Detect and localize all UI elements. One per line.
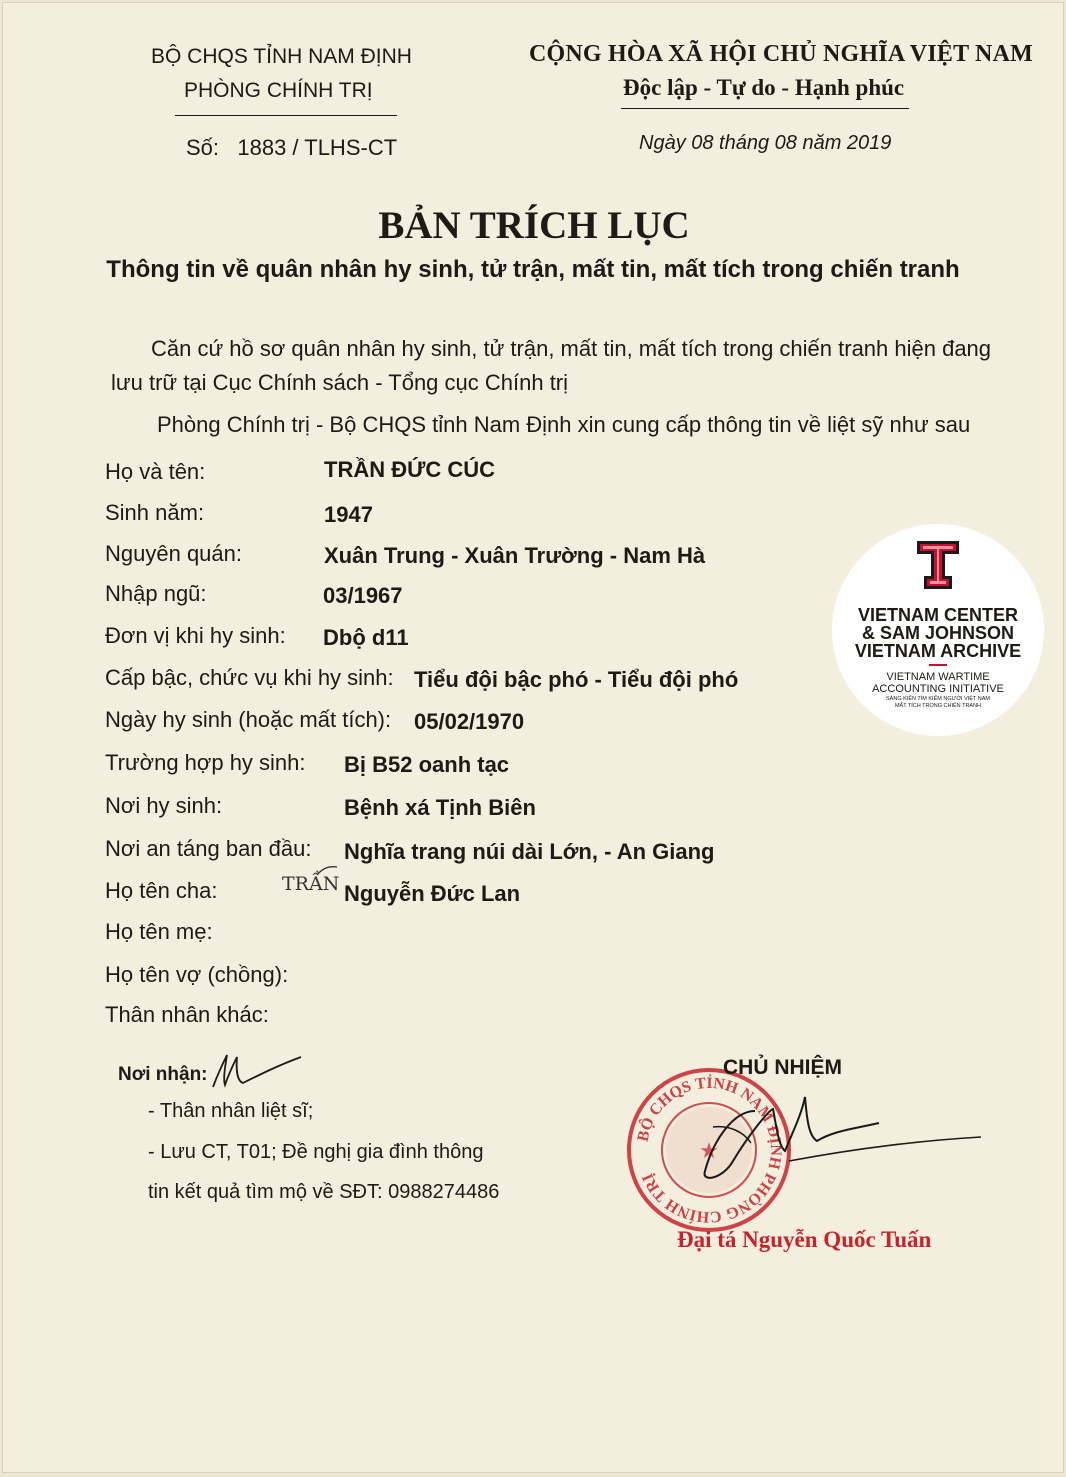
document-date: Ngày 08 tháng 08 năm 2019 [639,132,892,154]
field-label-spouse: Họ tên vợ (chồng): [105,962,289,987]
seal-text: BỘ CHQS TỈNH NAM ĐỊNH PHÒNG CHÍNH TRỊ [634,1074,785,1226]
field-value-death-date: 05/02/1970 [414,709,525,734]
field-label-other-relatives: Thân nhân khác: [105,1002,269,1027]
field-value-enlisted: 03/1967 [323,583,403,608]
badge-line7: MẤT TÍCH TRONG CHIẾN TRANH [894,703,982,709]
badge-line5: ACCOUNTING INITIATIVE [872,683,1004,695]
org-name-line2: PHÒNG CHÍNH TRỊ [184,79,373,102]
field-value-father: Nguyễn Đức Lan [344,881,521,906]
recipients-title: Nơi nhận: [118,1064,208,1085]
field-label-burial-place: Nơi an táng ban đầu: [105,836,312,861]
handwritten-caret-icon [315,863,339,877]
field-value-unit: Dbộ d11 [323,625,409,650]
field-value-place-of-death: Bệnh xá Tịnh Biên [344,795,536,820]
field-label-name: Họ và tên: [105,459,206,484]
field-value-birth-year: 1947 [324,502,373,527]
badge-line2: & SAM JOHNSON [861,623,1014,643]
svg-text:★: ★ [699,1139,719,1164]
field-value-hometown: Xuân Trung - Xuân Trường - Nam Hà [324,543,706,568]
field-label-hometown: Nguyên quán: [105,541,242,566]
signatory-position: CHỦ NHIỆM [723,1056,842,1079]
field-label-place-of-death: Nơi hy sinh: [105,793,223,818]
recipient-line2: - Lưu CT, T01; Đề nghị gia đình thông [148,1141,484,1163]
badge-line3: VIETNAM ARCHIVE [854,641,1022,661]
field-label-father: Họ tên cha: [105,878,218,903]
intro-line1: Căn cứ hồ sơ quân nhân hy sinh, tử trận, mất tin, mất tích trong chiến tranh hiện đang [151,336,992,361]
badge-divider [929,664,947,666]
badge-line1: VIETNAM CENTER [857,605,1018,625]
badge-line4: VIETNAM WARTIME [886,671,990,683]
field-value-name: TRẦN ĐỨC CÚC [324,457,496,482]
handwritten-signature-icon [693,1091,983,1186]
field-label-enlisted: Nhập ngũ: [105,581,207,606]
republic-title: CỘNG HÒA XÃ HỘI CHỦ NGHĨA VIỆT NAM [529,41,1033,67]
recipient-line1: - Thân nhân liệt sĩ; [148,1100,314,1122]
org-name-line1: BỘ CHQS TỈNH NAM ĐỊNH [151,45,412,68]
archive-badge [832,524,1044,736]
national-motto: Độc lập - Tự do - Hạnh phúc [623,75,905,100]
signatory-name: Đại tá Nguyễn Quốc Tuấn [677,1227,932,1252]
field-value-rank: Tiểu đội bậc phó - Tiểu đội phó [414,667,739,692]
document-subtitle: Thông tin về quân nhân hy sinh, tử trận, mất tin, mất tích trong chiến tranh [106,256,960,283]
document-number [186,135,397,161]
double-t-logo-icon [916,540,960,590]
recipient-line3: tin kết quả tìm mộ về SĐT: 0988274486 [148,1181,500,1203]
field-label-death-date: Ngày hy sinh (hoặc mất tích): [105,707,392,732]
motto-underline [621,108,909,109]
intro-line2: lưu trữ tại Cục Chính sách - Tổng cục Chính trị [111,370,569,395]
field-value-circumstance: Bị B52 oanh tạc [344,752,510,777]
badge-line6: SÁNG KIẾN TÌM KIẾM NGƯỜI VIỆT NAM [886,696,990,702]
field-label-mother: Họ tên mẹ: [105,919,213,944]
handwritten-correction: TRẦN [282,873,340,895]
initials-signature-icon [209,1051,304,1091]
field-label-circumstance: Trường hợp hy sinh: [105,750,306,775]
document-page [2,2,1064,1473]
document-number-label: Số: [186,135,220,160]
document-number-value: 1883 / TLHS-CT [237,135,398,160]
intro-line3: Phòng Chính trị - Bộ CHQS tỉnh Nam Định xin cung cấp thông tin về liệt sỹ như sau [157,412,971,437]
field-label-birth-year: Sinh năm: [105,500,205,525]
document-title: BẢN TRÍCH LỤC [378,204,690,247]
field-label-unit: Đơn vị khi hy sinh: [105,623,286,648]
org-underline [175,115,397,116]
field-value-burial-place: Nghĩa trang núi dài Lớn, - An Giang [344,839,715,864]
field-label-rank: Cấp bậc, chức vụ khi hy sinh: [105,665,394,690]
